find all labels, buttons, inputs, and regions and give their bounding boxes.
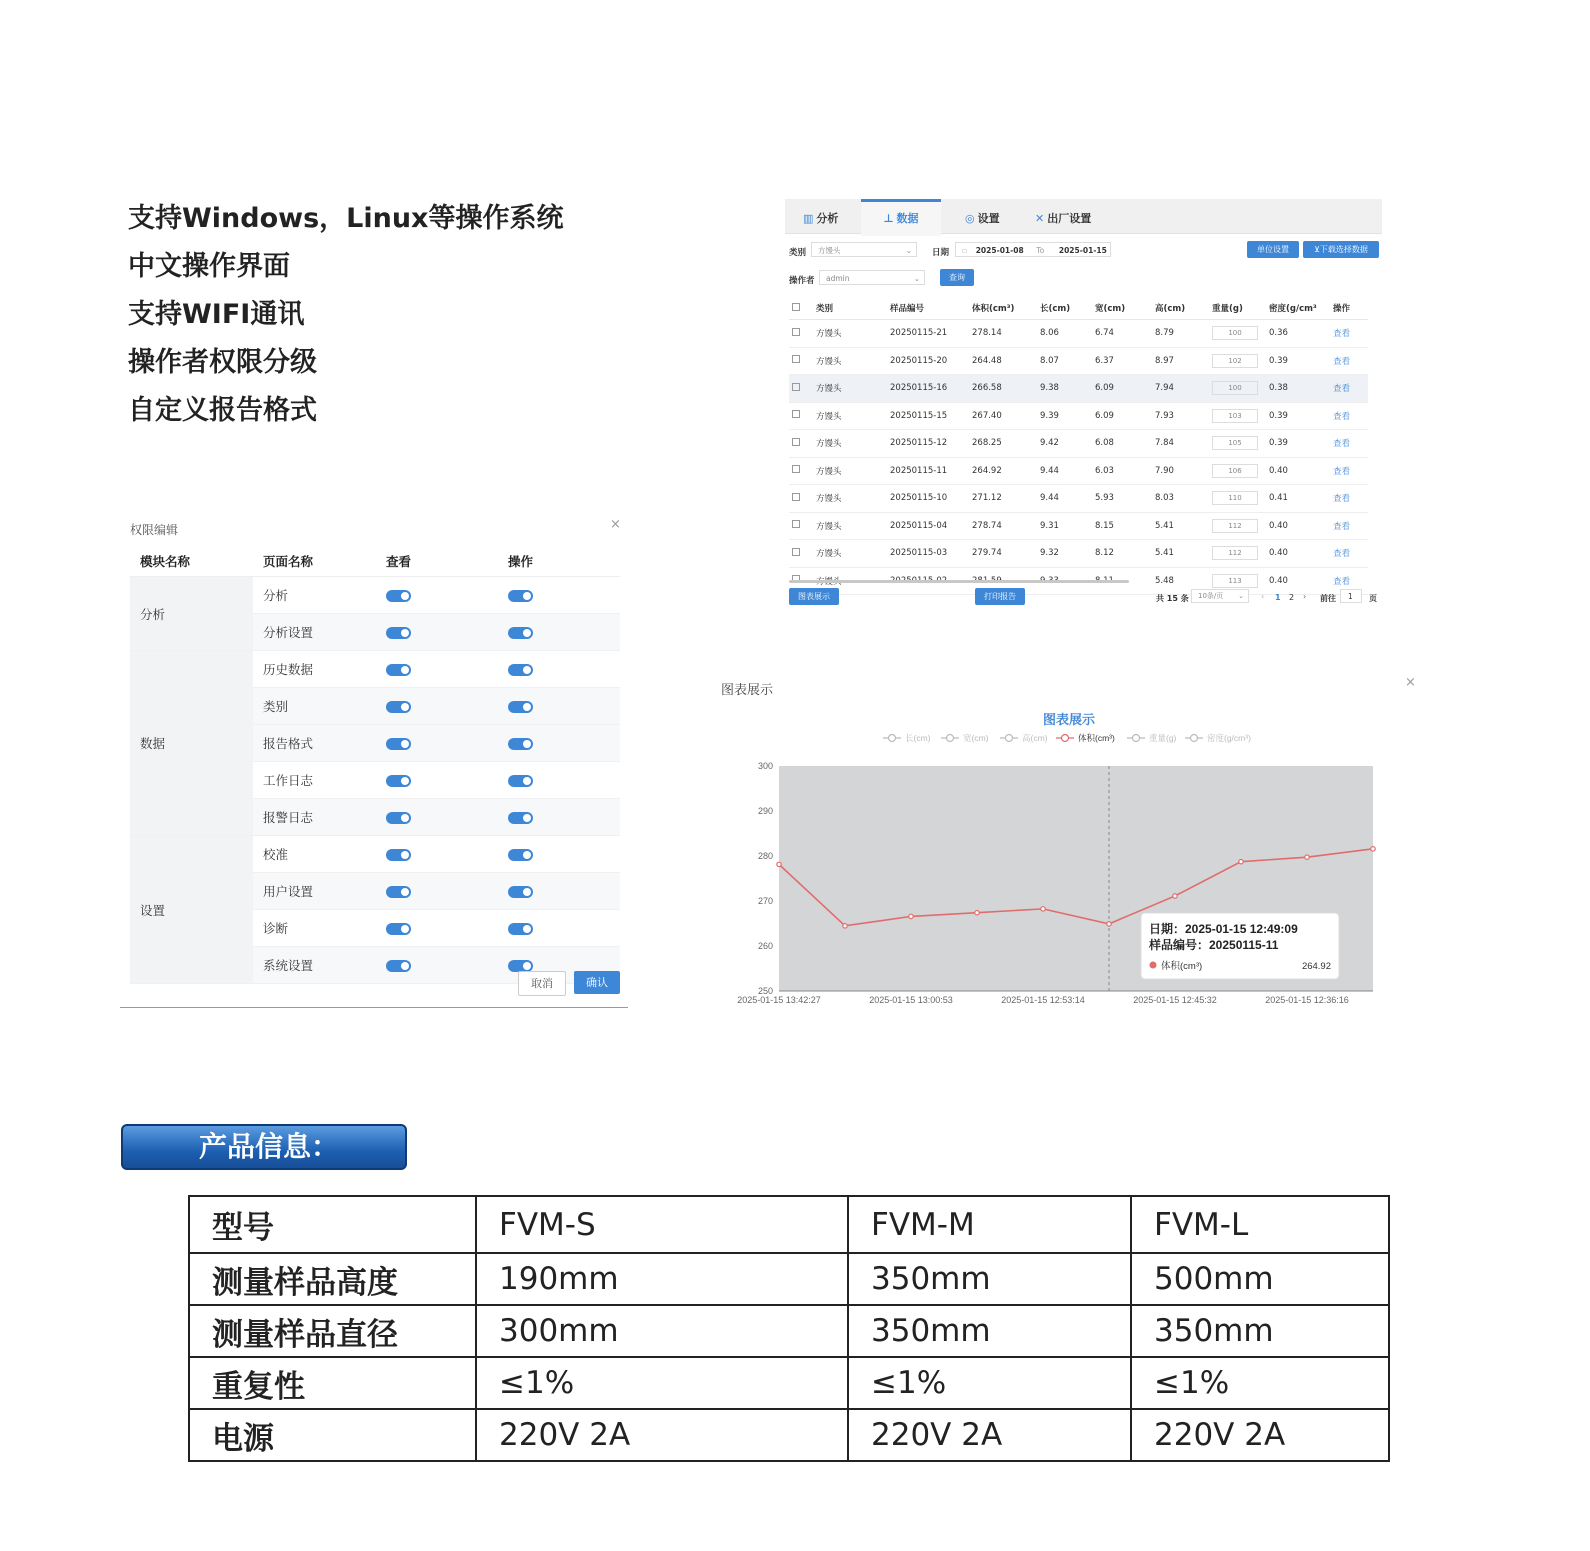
- view-link[interactable]: 查看: [1333, 494, 1351, 505]
- table-cell: 5.41: [1152, 540, 1209, 568]
- table-cell: 20250115-15: [887, 402, 969, 430]
- spec-row: [189, 1196, 1389, 1253]
- spec-label: 重复性: [189, 1357, 476, 1409]
- weight-input[interactable]: 100: [1212, 326, 1258, 340]
- operate-toggle[interactable]: [508, 775, 533, 787]
- column-header: 长(cm): [1037, 297, 1092, 320]
- table-cell: 8.07: [1037, 347, 1092, 375]
- table-cell: 方馒头: [813, 430, 887, 458]
- row-checkbox[interactable]: [792, 520, 800, 528]
- page-name: 用户设置: [253, 873, 376, 910]
- module-name: 分析: [130, 577, 253, 651]
- legend-marker: [1191, 735, 1198, 742]
- table-cell: 278.14: [969, 320, 1037, 348]
- column-header: 高(cm): [1152, 297, 1209, 320]
- y-tick-label: 290: [757, 806, 773, 816]
- data-point: [843, 924, 847, 928]
- x-tick-label: 2025-01-15 12:36:16: [1265, 995, 1349, 1005]
- feature-item: 支持WIFI通讯: [128, 299, 305, 330]
- spec-value: 220V 2A: [848, 1409, 1131, 1461]
- tools-icon: ✕: [1035, 212, 1045, 225]
- spec-label: 型号: [189, 1196, 476, 1253]
- x-tick-label: 2025-01-15 13:42:27: [737, 995, 821, 1005]
- legend-item: 体积(cm³): [1078, 733, 1115, 743]
- page-number[interactable]: 1: [1275, 593, 1281, 602]
- confirm-button[interactable]: 确认: [574, 971, 620, 994]
- table-row[interactable]: [789, 540, 1368, 568]
- table-cell: 0.39: [1266, 430, 1330, 458]
- table-cell: 0.39: [1266, 402, 1330, 430]
- table-cell: 0.40: [1266, 540, 1330, 568]
- operate-toggle[interactable]: [508, 701, 533, 713]
- goto-page-input[interactable]: 1: [1340, 589, 1362, 603]
- tab-label: 设置: [977, 212, 1000, 225]
- date-range-input[interactable]: [955, 242, 1111, 257]
- view-toggle[interactable]: [386, 960, 411, 972]
- table-cell: 5.93: [1092, 485, 1152, 513]
- dialog-title: 权限编辑: [130, 523, 179, 537]
- query-button[interactable]: 查询: [940, 269, 974, 286]
- spec-value: 500mm: [1131, 1253, 1389, 1305]
- table-cell: 6.08: [1092, 430, 1152, 458]
- total-count: 共 15 条: [1156, 594, 1189, 603]
- legend-marker: [1133, 735, 1140, 742]
- tooltip-sample: 样品编号：20250115-11: [1149, 938, 1279, 952]
- table-cell: 8.97: [1152, 347, 1209, 375]
- row-checkbox[interactable]: [792, 493, 800, 501]
- table-cell: 方馒头: [813, 375, 887, 403]
- page-name: 分析设置: [253, 614, 376, 651]
- legend-marker: [889, 735, 896, 742]
- date-label: 日期: [932, 248, 950, 258]
- legend-item: 宽(cm): [963, 733, 989, 743]
- page-name: 系统设置: [253, 947, 376, 984]
- table-cell: 方馒头: [813, 320, 887, 348]
- select-all-checkbox[interactable]: [792, 303, 800, 311]
- legend-item: 长(cm): [905, 733, 931, 743]
- y-tick-label: 300: [757, 761, 773, 771]
- table-cell: 8.06: [1037, 320, 1092, 348]
- date-to: 2025-01-15: [1058, 246, 1107, 255]
- operate-toggle[interactable]: [508, 627, 533, 639]
- table-cell: 8.12: [1092, 540, 1152, 568]
- table-row[interactable]: [789, 485, 1368, 513]
- view-toggle[interactable]: [386, 738, 411, 750]
- table-cell: 264.48: [969, 347, 1037, 375]
- operate-toggle[interactable]: [508, 738, 533, 750]
- page-name: 分析: [253, 577, 376, 614]
- product-info-header: 产品信息：: [121, 1124, 407, 1170]
- spec-label: 测量样品直径: [189, 1305, 476, 1357]
- page-name: 报告格式: [253, 725, 376, 762]
- view-toggle[interactable]: [386, 886, 411, 898]
- download-button[interactable]: [1303, 241, 1379, 258]
- data-point: [1107, 922, 1111, 926]
- column-header: 模块名称: [130, 545, 253, 577]
- page-suffix: 页: [1369, 594, 1377, 603]
- table-cell: 9.44: [1037, 457, 1092, 485]
- table-cell: 0.36: [1266, 320, 1330, 348]
- view-toggle[interactable]: [386, 849, 411, 861]
- column-header: 样品编号: [887, 297, 969, 320]
- table-cell: 278.74: [969, 512, 1037, 540]
- weight-input[interactable]: 106: [1212, 464, 1258, 478]
- weight-input[interactable]: 103: [1212, 409, 1258, 423]
- horizontal-scrollbar[interactable]: [789, 580, 1129, 583]
- spec-value: FVM-S: [476, 1196, 848, 1253]
- data-point: [975, 911, 979, 915]
- download-icon: ⊻: [1314, 245, 1320, 254]
- category-select[interactable]: [811, 242, 917, 257]
- row-checkbox[interactable]: [792, 410, 800, 418]
- page-size-select[interactable]: [1191, 589, 1249, 603]
- download-label: 下载选择数据: [1319, 245, 1368, 254]
- table-row[interactable]: [789, 347, 1368, 375]
- permission-dialog: [120, 515, 628, 1008]
- table-cell: 7.90: [1152, 457, 1209, 485]
- operator-value: admin: [826, 274, 850, 283]
- calendar-icon: ▫: [962, 246, 968, 255]
- table-cell: 6.03: [1092, 457, 1152, 485]
- spec-table: [188, 1195, 1390, 1462]
- spec-label: 电源: [189, 1409, 476, 1461]
- view-link[interactable]: 查看: [1333, 521, 1351, 532]
- table-cell: 20250115-11: [887, 457, 969, 485]
- view-link[interactable]: 查看: [1333, 576, 1351, 587]
- volume-line-chart: [715, 675, 1425, 1015]
- table-row[interactable]: [789, 402, 1368, 430]
- spec-row: [189, 1357, 1389, 1409]
- table-cell: 9.42: [1037, 430, 1092, 458]
- table-cell: 271.12: [969, 485, 1037, 513]
- spec-row: [189, 1253, 1389, 1305]
- operator-select[interactable]: [819, 270, 925, 285]
- table-cell: 方馒头: [813, 457, 887, 485]
- spec-value: 350mm: [1131, 1305, 1389, 1357]
- table-cell: 279.74: [969, 540, 1037, 568]
- spec-value: FVM-M: [848, 1196, 1131, 1253]
- chevron-down-icon: ⌄: [913, 274, 920, 283]
- feature-item: 支持Windows，Linux等操作系统: [128, 203, 564, 234]
- table-cell: 6.09: [1092, 402, 1152, 430]
- spec-value: ≤1%: [848, 1357, 1131, 1409]
- page-name: 类别: [253, 688, 376, 725]
- view-link[interactable]: 查看: [1333, 329, 1351, 340]
- legend-item: 重量(g): [1149, 733, 1177, 743]
- chevron-down-icon: ⌄: [1238, 592, 1244, 600]
- table-cell: 0.40: [1266, 567, 1330, 595]
- view-link[interactable]: 查看: [1333, 466, 1351, 477]
- y-tick-label: 270: [757, 896, 773, 906]
- table-cell: 方馒头: [813, 485, 887, 513]
- view-toggle[interactable]: [386, 590, 411, 602]
- table-cell: 6.09: [1092, 375, 1152, 403]
- operate-toggle[interactable]: [508, 849, 533, 861]
- view-link[interactable]: 查看: [1333, 411, 1351, 422]
- legend-item: 密度(g/cm³): [1207, 733, 1251, 743]
- table-cell: 0.40: [1266, 512, 1330, 540]
- table-cell: 8.03: [1152, 485, 1209, 513]
- view-toggle[interactable]: [386, 701, 411, 713]
- legend-marker: [1006, 735, 1013, 742]
- table-cell: 0.41: [1266, 485, 1330, 513]
- operate-toggle[interactable]: [508, 923, 533, 935]
- unit-settings-button[interactable]: 单位设置: [1247, 241, 1299, 258]
- column-header: 密度(g/cm³: [1266, 297, 1330, 320]
- tab-factory-settings[interactable]: [1035, 199, 1091, 233]
- feature-item: 操作者权限分级: [128, 347, 317, 378]
- operate-toggle[interactable]: [508, 886, 533, 898]
- tooltip-marker: [1150, 962, 1157, 969]
- page-size-value: 10条/页: [1198, 592, 1224, 600]
- y-tick-label: 250: [757, 986, 773, 996]
- table-cell: 7.94: [1152, 375, 1209, 403]
- tab-label: 数据: [896, 212, 919, 225]
- data-screen: [785, 199, 1382, 619]
- chart-dialog: [715, 675, 1425, 1015]
- table-cell: 7.84: [1152, 430, 1209, 458]
- table-cell: 268.25: [969, 430, 1037, 458]
- table-cell: 266.58: [969, 375, 1037, 403]
- table-cell: 20250115-04: [887, 512, 969, 540]
- row-checkbox[interactable]: [792, 548, 800, 556]
- table-cell: 9.32: [1037, 540, 1092, 568]
- table-cell: 6.37: [1092, 347, 1152, 375]
- category-value: 方馒头: [818, 246, 841, 255]
- table-cell: 264.92: [969, 457, 1037, 485]
- chart-title: 图表展示: [1043, 713, 1096, 728]
- weight-input[interactable]: 102: [1212, 354, 1258, 368]
- page-name: 校准: [253, 836, 376, 873]
- column-header: 体积(cm³): [969, 297, 1037, 320]
- y-tick-label: 260: [757, 941, 773, 951]
- row-checkbox[interactable]: [792, 465, 800, 473]
- print-report-button[interactable]: 打印报告: [975, 588, 1025, 605]
- spec-value: 300mm: [476, 1305, 848, 1357]
- goto-label: 前往: [1320, 594, 1336, 603]
- date-to-label: To: [1036, 246, 1045, 255]
- tab-analysis[interactable]: [803, 199, 838, 233]
- weight-input[interactable]: 112: [1212, 519, 1258, 533]
- table-cell: 9.44: [1037, 485, 1092, 513]
- table-body: [789, 320, 1368, 595]
- column-header: 页面名称: [253, 545, 376, 577]
- row-checkbox[interactable]: [792, 355, 800, 363]
- table-row[interactable]: [789, 457, 1368, 485]
- operate-toggle[interactable]: [508, 812, 533, 824]
- column-header: 类别: [813, 297, 887, 320]
- y-tick-label: 280: [757, 851, 773, 861]
- tooltip-value: 264.92: [1301, 961, 1331, 972]
- spec-row: [189, 1305, 1389, 1357]
- date-from: 2025-01-08: [975, 246, 1024, 255]
- data-point: [1041, 907, 1045, 911]
- cancel-button[interactable]: 取消: [518, 971, 566, 996]
- spec-value: 190mm: [476, 1253, 848, 1305]
- column-header: 操作: [498, 545, 620, 577]
- module-name: 数据: [130, 651, 253, 836]
- page-name: 报警日志: [253, 799, 376, 836]
- page-name: 诊断: [253, 910, 376, 947]
- table-row[interactable]: [789, 375, 1368, 403]
- feature-list: [128, 195, 563, 435]
- data-point: [1239, 859, 1243, 863]
- column-header: 宽(cm): [1092, 297, 1152, 320]
- weight-input[interactable]: 100: [1212, 381, 1258, 395]
- weight-input[interactable]: 110: [1212, 491, 1258, 505]
- tab-label: 分析: [816, 212, 839, 225]
- table-cell: 5.48: [1152, 567, 1209, 595]
- view-link[interactable]: 查看: [1333, 356, 1351, 367]
- page-number[interactable]: 2: [1289, 593, 1295, 602]
- spec-value: FVM-L: [1131, 1196, 1389, 1253]
- operate-toggle[interactable]: [508, 590, 533, 602]
- feature-item: 自定义报告格式: [128, 395, 317, 426]
- table-row[interactable]: [789, 430, 1368, 458]
- data-table: [789, 297, 1368, 595]
- table-cell: 20250115-03: [887, 540, 969, 568]
- spec-value: 350mm: [848, 1305, 1131, 1357]
- table-cell: 20250115-12: [887, 430, 969, 458]
- data-icon: ⊥: [883, 212, 894, 225]
- data-point: [1371, 847, 1375, 851]
- view-toggle[interactable]: [386, 627, 411, 639]
- tab-settings[interactable]: [965, 199, 1000, 233]
- category-label: 类别: [789, 248, 807, 258]
- table-cell: 8.15: [1092, 512, 1152, 540]
- tab-bar: [785, 199, 1382, 234]
- data-point: [777, 862, 781, 866]
- view-toggle[interactable]: [386, 775, 411, 787]
- table-cell: 0.39: [1266, 347, 1330, 375]
- table-cell: 7.93: [1152, 402, 1209, 430]
- data-point: [909, 914, 913, 918]
- close-icon[interactable]: ×: [1405, 675, 1416, 690]
- view-link[interactable]: 查看: [1333, 384, 1351, 395]
- table-cell: 方馒头: [813, 347, 887, 375]
- table-cell: 0.38: [1266, 375, 1330, 403]
- table-cell: 9.31: [1037, 512, 1092, 540]
- row-checkbox[interactable]: [792, 438, 800, 446]
- column-header: 重量(g): [1209, 297, 1266, 320]
- spec-value: 350mm: [848, 1253, 1131, 1305]
- view-toggle[interactable]: [386, 812, 411, 824]
- x-tick-label: 2025-01-15 12:53:14: [1001, 995, 1085, 1005]
- spec-row: [189, 1409, 1389, 1461]
- view-link[interactable]: 查看: [1333, 439, 1351, 450]
- table-cell: 9.38: [1037, 375, 1092, 403]
- table-cell: 方馒头: [813, 540, 887, 568]
- next-page-icon[interactable]: ›: [1303, 592, 1307, 601]
- spec-value: 220V 2A: [1131, 1409, 1389, 1461]
- spec-value: ≤1%: [1131, 1357, 1389, 1409]
- row-checkbox[interactable]: [792, 328, 800, 336]
- table-cell: 方馒头: [813, 512, 887, 540]
- chart-display-button[interactable]: 图表展示: [789, 588, 839, 605]
- view-toggle[interactable]: [386, 664, 411, 676]
- x-tick-label: 2025-01-15 12:45:32: [1133, 995, 1217, 1005]
- table-cell: 9.39: [1037, 402, 1092, 430]
- table-cell: 20250115-21: [887, 320, 969, 348]
- spec-value: 220V 2A: [476, 1409, 848, 1461]
- table-cell: 0.40: [1266, 457, 1330, 485]
- operator-label: 操作者: [789, 276, 815, 286]
- chart-icon: ▥: [803, 212, 814, 225]
- weight-input[interactable]: 105: [1212, 436, 1258, 450]
- close-icon[interactable]: ×: [610, 517, 621, 532]
- spec-value: ≤1%: [476, 1357, 848, 1409]
- weight-input[interactable]: 112: [1212, 546, 1258, 560]
- view-link[interactable]: 查看: [1333, 549, 1351, 560]
- view-toggle[interactable]: [386, 923, 411, 935]
- x-tick-label: 2025-01-15 13:00:53: [869, 995, 953, 1005]
- table-cell: 20250115-10: [887, 485, 969, 513]
- page-name: 工作日志: [253, 762, 376, 799]
- operate-toggle[interactable]: [508, 664, 533, 676]
- tab-label: 出厂设置: [1047, 212, 1092, 225]
- table-row[interactable]: [789, 320, 1368, 348]
- prev-page-icon[interactable]: ‹: [1261, 592, 1265, 601]
- tooltip-series: 体积(cm³): [1161, 961, 1203, 972]
- tab-data[interactable]: [861, 199, 941, 236]
- chevron-down-icon: ⌄: [905, 246, 912, 255]
- permission-table: [130, 545, 620, 984]
- column-header: 查看: [376, 545, 498, 577]
- row-checkbox[interactable]: [792, 383, 800, 391]
- page-name: 历史数据: [253, 651, 376, 688]
- legend-item: 高(cm): [1022, 733, 1048, 743]
- column-header: 操作: [1330, 297, 1368, 320]
- table-cell: 6.74: [1092, 320, 1152, 348]
- module-name: 设置: [130, 836, 253, 984]
- dialog-title: 图表展示: [721, 683, 774, 698]
- legend-marker: [1062, 735, 1069, 742]
- legend-marker: [947, 735, 954, 742]
- table-cell: 267.40: [969, 402, 1037, 430]
- spec-label: 测量样品高度: [189, 1253, 476, 1305]
- table-cell: 5.41: [1152, 512, 1209, 540]
- gear-icon: ◎: [965, 212, 975, 225]
- data-point: [1173, 894, 1177, 898]
- table-row[interactable]: [789, 512, 1368, 540]
- tooltip-date: 日期：2025-01-15 12:49:09: [1149, 922, 1298, 936]
- table-cell: 20250115-16: [887, 375, 969, 403]
- table-cell: 8.79: [1152, 320, 1209, 348]
- data-point: [1305, 855, 1309, 859]
- weight-input[interactable]: 113: [1212, 574, 1258, 588]
- table-cell: 方馒头: [813, 402, 887, 430]
- feature-item: 中文操作界面: [128, 251, 290, 282]
- table-cell: 20250115-20: [887, 347, 969, 375]
